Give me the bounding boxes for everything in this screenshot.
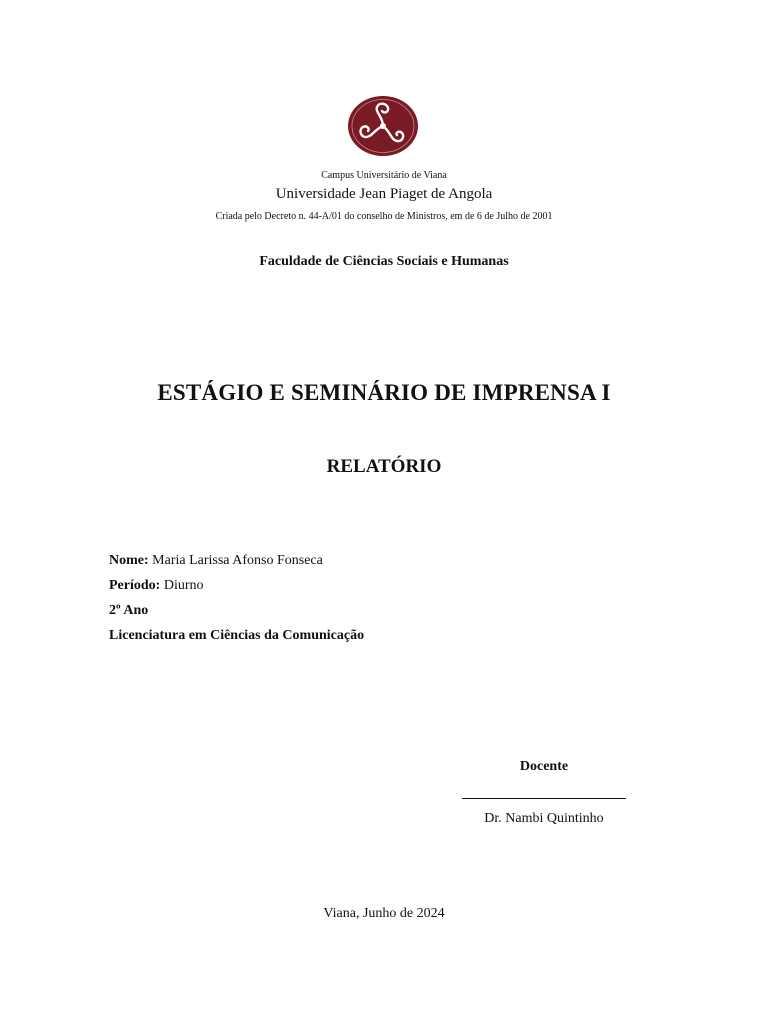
student-year: 2º Ano — [109, 603, 149, 618]
campus-name: Campus Universitário de Viana — [321, 170, 447, 181]
faculty-name: Faculdade de Ciências Sociais e Humanas — [259, 254, 509, 269]
student-degree: Licenciatura em Ciências da Comunicação — [109, 628, 365, 643]
student-name-label: Nome: — [109, 553, 149, 568]
student-name-value: Maria Larissa Afonso Fonseca — [152, 553, 323, 568]
founding-decree: Criada pelo Decreto n. 44-A/01 do conselho de Ministros, em de 6 de Julho de 2001 — [215, 211, 553, 222]
student-name-row — [109, 552, 323, 570]
document-type: RELATÓRIO — [326, 456, 442, 477]
place-and-date: Viana, Junho de 2024 — [323, 906, 445, 921]
student-period-label: Período: — [109, 578, 161, 593]
docente-label: Docente — [519, 759, 569, 774]
signature-line — [462, 798, 626, 799]
university-name: Universidade Jean Piaget de Angola — [275, 186, 493, 202]
course-title: ESTÁGIO E SEMINÁRIO DE IMPRENSA I — [157, 380, 611, 405]
student-period-row — [109, 577, 204, 595]
docente-name: Dr. Nambi Quintinho — [484, 811, 604, 826]
triskelion-logo-icon — [347, 95, 419, 157]
student-period-value: Diurno — [163, 578, 204, 593]
